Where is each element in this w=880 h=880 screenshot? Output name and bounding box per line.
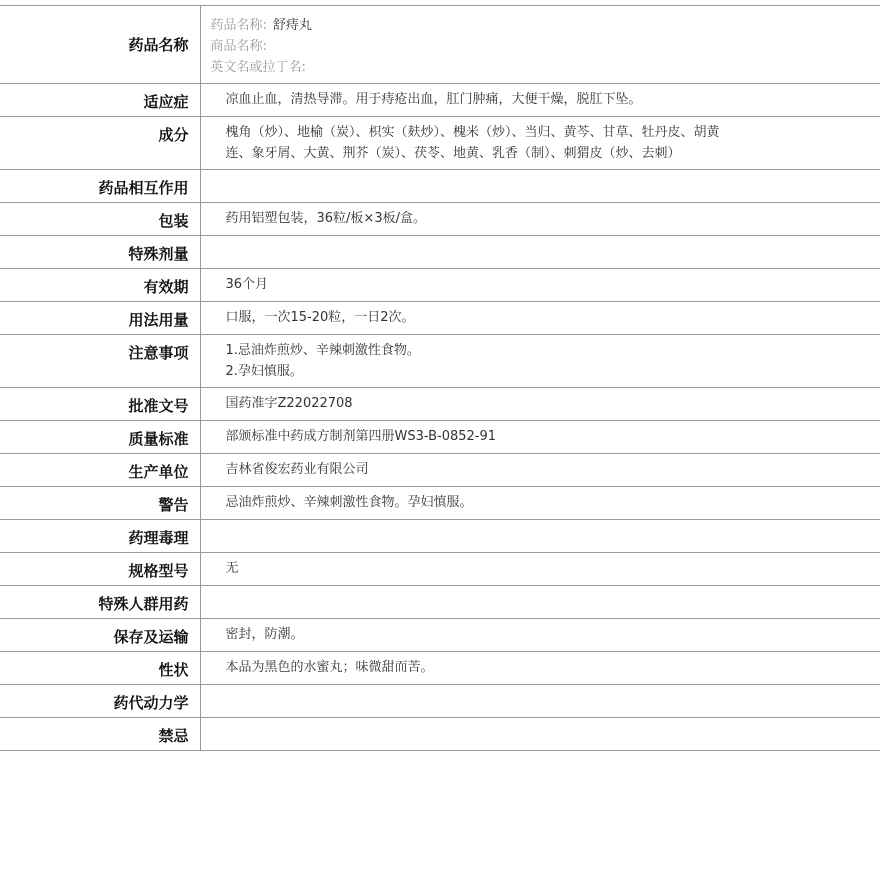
row-label: 生产单位 <box>0 454 200 487</box>
row-value <box>200 335 880 388</box>
row-label: 禁忌 <box>0 718 200 751</box>
row-value <box>200 553 880 586</box>
table-row-quality-standard <box>0 421 880 454</box>
trade-name-label: 商品名称: <box>210 39 267 54</box>
table-row-special-populations <box>0 586 880 619</box>
table-row-contraindications <box>0 718 880 751</box>
row-value <box>200 236 880 269</box>
row-label: 保存及运输 <box>0 619 200 652</box>
row-label: 适应症 <box>0 84 200 117</box>
value-line: 忌油炸煎炒、辛辣刺激性食物。孕妇慎服。 <box>225 495 473 510</box>
row-value <box>200 454 880 487</box>
table-row-packaging <box>0 203 880 236</box>
row-value <box>200 170 880 203</box>
row-label: 警告 <box>0 487 200 520</box>
row-value <box>200 718 880 751</box>
row-label: 特殊剂量 <box>0 236 200 269</box>
table-row-shelf-life <box>0 269 880 302</box>
generic-name-value: 舒痔丸 <box>272 18 312 33</box>
value-line: 药用铝塑包装，36粒/板×3板/盒。 <box>225 211 426 226</box>
row-label: 质量标准 <box>0 421 200 454</box>
generic-name-line <box>211 15 861 36</box>
table-row-approval-number <box>0 388 880 421</box>
drug-names-cell <box>200 6 880 84</box>
row-value <box>200 269 880 302</box>
value-line: 吉林省俊宏药业有限公司 <box>225 462 369 477</box>
value-line: 国药准字Z22022708 <box>225 396 353 411</box>
value-line: 36个月 <box>225 277 269 292</box>
row-label: 药品名称 <box>0 6 200 84</box>
row-label: 用法用量 <box>0 302 200 335</box>
english-name-label: 英文名或拉丁名: <box>210 60 306 75</box>
drug-spec-container <box>0 5 880 751</box>
value-line: 连、象牙屑、大黄、荆芥（炭）、茯苓、地黄、乳香（制）、刺猬皮（炒、去刺） <box>225 146 681 161</box>
value-line: 2.孕妇慎服。 <box>225 364 303 379</box>
table-row-usage <box>0 302 880 335</box>
value-line: 密封，防潮。 <box>225 627 304 642</box>
table-row-warning <box>0 487 880 520</box>
table-row-ingredients <box>0 117 880 170</box>
row-value <box>200 520 880 553</box>
value-line: 1.忌油炸煎炒、辛辣刺激性食物。 <box>225 343 420 358</box>
row-label: 药理毒理 <box>0 520 200 553</box>
generic-name-label: 药品名称: <box>210 18 267 33</box>
value-line: 本品为黑色的水蜜丸；味微甜而苦。 <box>225 660 434 675</box>
row-label: 规格型号 <box>0 553 200 586</box>
english-name-line <box>211 57 861 78</box>
row-label: 性状 <box>0 652 200 685</box>
row-value <box>200 302 880 335</box>
table-row-storage <box>0 619 880 652</box>
row-label: 包装 <box>0 203 200 236</box>
table-row-pharmacology <box>0 520 880 553</box>
value-line: 槐角（炒）、地榆（炭）、枳实（麸炒）、槐米（炒）、当归、黄芩、甘草、牡丹皮、胡黄 <box>225 125 720 140</box>
row-value <box>200 84 880 117</box>
table-row-special-dosage <box>0 236 880 269</box>
row-value <box>200 117 880 170</box>
table-row-specification <box>0 553 880 586</box>
row-label: 药代动力学 <box>0 685 200 718</box>
row-value <box>200 619 880 652</box>
table-row-interactions <box>0 170 880 203</box>
row-value <box>200 586 880 619</box>
row-value <box>200 421 880 454</box>
row-label: 注意事项 <box>0 335 200 388</box>
row-value <box>200 487 880 520</box>
row-label: 有效期 <box>0 269 200 302</box>
row-value <box>200 203 880 236</box>
row-label: 批准文号 <box>0 388 200 421</box>
value-line: 无 <box>225 561 239 576</box>
row-label: 成分 <box>0 117 200 170</box>
row-value <box>200 652 880 685</box>
row-label: 特殊人群用药 <box>0 586 200 619</box>
value-line: 部颁标准中药成方制剂第四册WS3-B-0852-91 <box>225 429 497 444</box>
row-label: 药品相互作用 <box>0 170 200 203</box>
trade-name-line <box>211 36 861 57</box>
table-row-drug-name <box>0 6 880 84</box>
table-row-description <box>0 652 880 685</box>
drug-spec-table <box>0 5 880 751</box>
value-line: 凉血止血，清热导滞。用于痔疮出血，肛门肿痛，大便干燥，脱肛下坠。 <box>225 92 642 107</box>
row-value <box>200 388 880 421</box>
table-row-indications <box>0 84 880 117</box>
table-row-pharmacokinetics <box>0 685 880 718</box>
row-value <box>200 685 880 718</box>
table-row-precautions <box>0 335 880 388</box>
table-row-manufacturer <box>0 454 880 487</box>
value-line: 口服，一次15-20粒，一日2次。 <box>225 310 415 325</box>
